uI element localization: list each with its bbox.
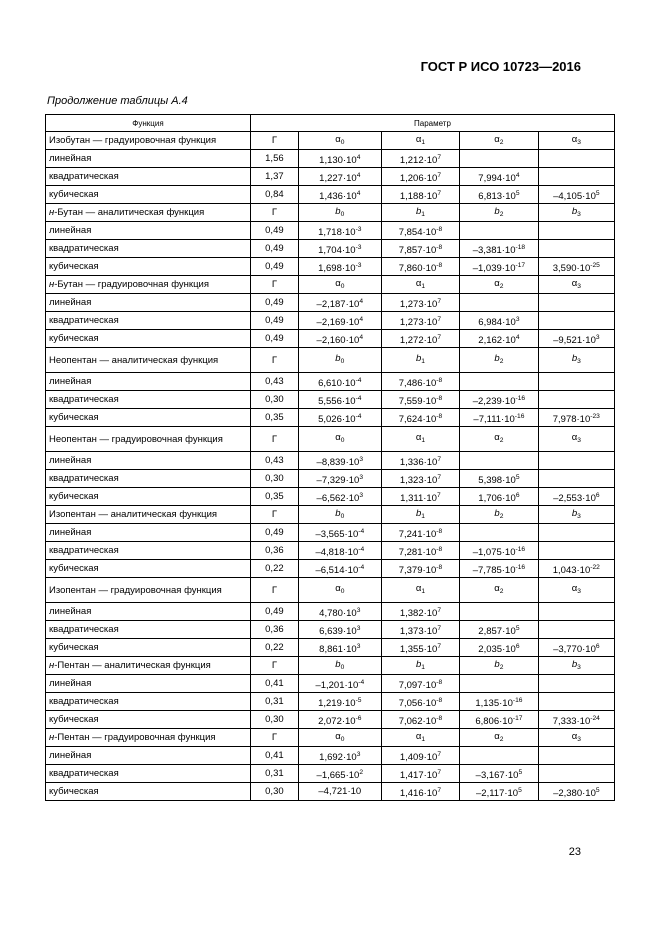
table-row	[46, 409, 615, 427]
gamma-cell: Г	[250, 348, 298, 373]
parameter-cell: $\alpha_0$	[298, 132, 381, 150]
parameter-cell	[538, 240, 614, 258]
parameter-cell: $\alpha_2$	[460, 276, 538, 294]
parameter-cell: $b_3$	[538, 657, 614, 675]
parameter-cell: $b_0$	[298, 506, 381, 524]
function-label: квадратическая	[46, 240, 251, 258]
parameter-cell	[538, 373, 614, 391]
parameter-cell: $1,706\cdot 10^6$	[460, 488, 538, 506]
parameter-cell	[538, 452, 614, 470]
parameter-cell: $6,984\cdot 10^3$	[460, 312, 538, 330]
function-label: кубическая	[46, 186, 251, 204]
parameter-cell: $b_1$	[381, 506, 459, 524]
column-header-parameter: Параметр	[250, 115, 614, 132]
table-row	[46, 150, 615, 168]
group-header-row	[46, 132, 615, 150]
parameter-cell	[538, 168, 614, 186]
parameter-cell: $\alpha_3$	[538, 729, 614, 747]
gamma-cell: 0,49	[250, 330, 298, 348]
parameter-cell	[460, 524, 538, 542]
parameter-cell: $2,857\cdot 10^5$	[460, 621, 538, 639]
parameter-cell: $1,219\cdot 10^{-5}$	[298, 693, 381, 711]
function-label: Неопентан — аналитическая функция	[46, 348, 251, 373]
function-label: н-Пентан — градуировочная функция	[46, 729, 251, 747]
parameter-cell: $\alpha_1$	[381, 276, 459, 294]
parameter-cell: $1,718\cdot 10^{-3}$	[298, 222, 381, 240]
parameter-cell: $7,062\cdot 10^{-8}$	[381, 711, 459, 729]
table-row	[46, 639, 615, 657]
parameter-cell: $b_1$	[381, 657, 459, 675]
parameter-cell: $\alpha_1$	[381, 132, 459, 150]
group-header-row	[46, 657, 615, 675]
parameter-cell	[460, 150, 538, 168]
parameter-cell: $\alpha_1$	[381, 427, 459, 452]
parameter-cell: $3,590\cdot 10^{-25}$	[538, 258, 614, 276]
parameter-cell	[538, 294, 614, 312]
table-row	[46, 294, 615, 312]
table-row	[46, 240, 615, 258]
parameter-cell: $-3,565\cdot 10^{-4}$	[298, 524, 381, 542]
parameter-cell	[460, 452, 538, 470]
parameter-cell: $1,135\cdot 10^{-16}$	[460, 693, 538, 711]
function-label: кубическая	[46, 783, 251, 801]
parameter-cell: $1,416\cdot 10^7$	[381, 783, 459, 801]
parameter-cell: $-2,169\cdot 10^4$	[298, 312, 381, 330]
parameter-cell: $1,273\cdot 10^7$	[381, 312, 459, 330]
parameter-cell: $-2,239\cdot 10^{-16}$	[460, 391, 538, 409]
function-label: квадратическая	[46, 470, 251, 488]
parameter-cell: $b_2$	[460, 204, 538, 222]
parameter-cell: $1,382\cdot 10^7$	[381, 603, 459, 621]
parameter-cell: $\alpha_3$	[538, 276, 614, 294]
parameter-cell: $7,624\cdot 10^{-8}$	[381, 409, 459, 427]
parameter-cell: $1,043\cdot 10^{-22}$	[538, 560, 614, 578]
function-label: линейная	[46, 222, 251, 240]
table-row	[46, 675, 615, 693]
parameter-cell: $\alpha_0$	[298, 578, 381, 603]
parameter-cell: $-8,839\cdot 10^3$	[298, 452, 381, 470]
parameter-cell: $5,026\cdot 10^{-4}$	[298, 409, 381, 427]
data-table	[45, 114, 615, 801]
gamma-cell: 0,22	[250, 639, 298, 657]
function-label: квадратическая	[46, 621, 251, 639]
gamma-cell: 0,36	[250, 542, 298, 560]
gamma-cell: Г	[250, 729, 298, 747]
parameter-cell	[538, 312, 614, 330]
table-row	[46, 542, 615, 560]
parameter-cell: $1,227\cdot 10^4$	[298, 168, 381, 186]
parameter-cell: $7,857\cdot 10^{-8}$	[381, 240, 459, 258]
parameter-cell: $1,692\cdot 10^3$	[298, 747, 381, 765]
function-label: квадратическая	[46, 765, 251, 783]
parameter-cell: $\alpha_2$	[460, 729, 538, 747]
parameter-cell: $\alpha_2$	[460, 427, 538, 452]
function-label: Неопентан — градуировочная функция	[46, 427, 251, 452]
parameter-cell	[538, 542, 614, 560]
function-label: линейная	[46, 675, 251, 693]
parameter-cell: $\alpha_3$	[538, 132, 614, 150]
function-label: линейная	[46, 603, 251, 621]
gamma-cell: 0,49	[250, 524, 298, 542]
column-header-function: Функция	[46, 115, 251, 132]
parameter-cell: $8,861\cdot 10^3$	[298, 639, 381, 657]
group-header-row	[46, 506, 615, 524]
parameter-cell: $\alpha_3$	[538, 427, 614, 452]
function-label: кубическая	[46, 488, 251, 506]
table-row	[46, 168, 615, 186]
table-row	[46, 330, 615, 348]
table-header-row	[46, 115, 615, 132]
table-row	[46, 693, 615, 711]
table-row	[46, 470, 615, 488]
gamma-cell: 0,84	[250, 186, 298, 204]
table-row	[46, 373, 615, 391]
group-header-row	[46, 729, 615, 747]
gamma-cell: Г	[250, 204, 298, 222]
parameter-cell: $b_0$	[298, 657, 381, 675]
parameter-cell: $6,639\cdot 10^3$	[298, 621, 381, 639]
parameter-cell: $b_0$	[298, 204, 381, 222]
parameter-cell: $1,336\cdot 10^7$	[381, 452, 459, 470]
parameter-cell: $-1,075\cdot 10^{-16}$	[460, 542, 538, 560]
parameter-cell	[538, 747, 614, 765]
parameter-cell	[538, 621, 614, 639]
parameter-cell: $7,097\cdot 10^{-8}$	[381, 675, 459, 693]
function-label: квадратическая	[46, 312, 251, 330]
gamma-cell: Г	[250, 276, 298, 294]
parameter-cell	[460, 222, 538, 240]
parameter-cell: $4,780\cdot 10^3$	[298, 603, 381, 621]
parameter-cell: $-4,818\cdot 10^{-4}$	[298, 542, 381, 560]
parameter-cell: –4,721·10	[298, 783, 381, 801]
parameter-cell: $1,704\cdot 10^{-3}$	[298, 240, 381, 258]
table-row	[46, 711, 615, 729]
parameter-cell	[538, 470, 614, 488]
group-header-row	[46, 204, 615, 222]
table-row	[46, 258, 615, 276]
parameter-cell	[538, 765, 614, 783]
parameter-cell: $1,188\cdot 10^7$	[381, 186, 459, 204]
gamma-cell: 0,36	[250, 621, 298, 639]
parameter-cell: $\alpha_1$	[381, 729, 459, 747]
function-label: Изопентан — градуировочная функция	[46, 578, 251, 603]
parameter-cell: $1,417\cdot 10^7$	[381, 765, 459, 783]
parameter-cell: $\alpha_0$	[298, 729, 381, 747]
gamma-cell: 0,35	[250, 409, 298, 427]
parameter-cell: $-2,117\cdot 10^5$	[460, 783, 538, 801]
table-row	[46, 747, 615, 765]
table-row	[46, 603, 615, 621]
parameter-cell: $2,072\cdot 10^{-6}$	[298, 711, 381, 729]
parameter-cell	[538, 391, 614, 409]
parameter-cell: $7,281\cdot 10^{-8}$	[381, 542, 459, 560]
function-label: кубическая	[46, 711, 251, 729]
page-number: 23	[568, 846, 581, 858]
parameter-cell: $6,813\cdot 10^5$	[460, 186, 538, 204]
parameter-cell	[460, 747, 538, 765]
standard-designation: ГОСТ Р ИСО 10723—2016	[420, 59, 581, 74]
table-row	[46, 488, 615, 506]
parameter-cell: $-1,665\cdot 10^2$	[298, 765, 381, 783]
function-label: линейная	[46, 747, 251, 765]
parameter-cell: $-3,381\cdot 10^{-18}$	[460, 240, 538, 258]
gamma-cell: 1,56	[250, 150, 298, 168]
parameter-cell: $-3,770\cdot 10^6$	[538, 639, 614, 657]
parameter-cell	[460, 675, 538, 693]
gamma-cell: 0,35	[250, 488, 298, 506]
table-row	[46, 765, 615, 783]
parameter-cell: $7,241\cdot 10^{-8}$	[381, 524, 459, 542]
parameter-cell: $5,556\cdot 10^{-4}$	[298, 391, 381, 409]
parameter-cell: $1,311\cdot 10^7$	[381, 488, 459, 506]
parameter-cell: $7,379\cdot 10^{-8}$	[381, 560, 459, 578]
gamma-cell: 0,31	[250, 765, 298, 783]
parameter-cell: $-7,329\cdot 10^3$	[298, 470, 381, 488]
parameter-cell: $6,610\cdot 10^{-4}$	[298, 373, 381, 391]
parameter-cell: $1,130\cdot 10^4$	[298, 150, 381, 168]
function-label: линейная	[46, 452, 251, 470]
group-header-row	[46, 578, 615, 603]
parameter-cell: $\alpha_0$	[298, 427, 381, 452]
parameter-cell: $b_1$	[381, 204, 459, 222]
parameter-cell: $-1,039\cdot 10^{-17}$	[460, 258, 538, 276]
gamma-cell: Г	[250, 132, 298, 150]
gamma-cell: 0,49	[250, 222, 298, 240]
parameter-cell: $7,978\cdot 10^{-23}$	[538, 409, 614, 427]
group-header-row	[46, 276, 615, 294]
parameter-cell: $b_3$	[538, 506, 614, 524]
parameter-cell: $7,854\cdot 10^{-8}$	[381, 222, 459, 240]
gamma-cell: 0,30	[250, 391, 298, 409]
gamma-cell: 0,49	[250, 603, 298, 621]
parameter-cell: $2,162\cdot 10^4$	[460, 330, 538, 348]
function-label: н-Бутан — аналитическая функция	[46, 204, 251, 222]
gamma-cell: 0,22	[250, 560, 298, 578]
gamma-cell: 0,30	[250, 470, 298, 488]
parameter-cell: $7,486\cdot 10^{-8}$	[381, 373, 459, 391]
table-body	[46, 132, 615, 801]
table-row	[46, 783, 615, 801]
function-label: н-Пентан — аналитическая функция	[46, 657, 251, 675]
parameter-cell: $-2,380\cdot 10^5$	[538, 783, 614, 801]
parameter-cell	[538, 603, 614, 621]
gamma-cell: 0,30	[250, 711, 298, 729]
parameter-cell: $-6,514\cdot 10^{-4}$	[298, 560, 381, 578]
function-label: линейная	[46, 150, 251, 168]
gamma-cell: 0,31	[250, 693, 298, 711]
function-label: линейная	[46, 524, 251, 542]
parameter-cell: $b_2$	[460, 506, 538, 524]
function-label: квадратическая	[46, 168, 251, 186]
gamma-cell: 0,43	[250, 452, 298, 470]
parameter-cell: $-7,111\cdot 10^{-16}$	[460, 409, 538, 427]
parameter-cell: $-2,553\cdot 10^6$	[538, 488, 614, 506]
parameter-cell: $\alpha_2$	[460, 132, 538, 150]
parameter-cell: $\alpha_2$	[460, 578, 538, 603]
parameter-cell: $-3,167\cdot 10^5$	[460, 765, 538, 783]
parameter-cell	[538, 222, 614, 240]
gamma-cell: Г	[250, 657, 298, 675]
parameter-cell: $1,409\cdot 10^7$	[381, 747, 459, 765]
parameter-cell: $-7,785\cdot 10^{-16}$	[460, 560, 538, 578]
gamma-cell: 1,37	[250, 168, 298, 186]
function-label: квадратическая	[46, 693, 251, 711]
parameter-cell: $b_2$	[460, 657, 538, 675]
table-row	[46, 560, 615, 578]
gamma-cell: 0,30	[250, 783, 298, 801]
gamma-cell: Г	[250, 427, 298, 452]
parameter-cell: $-2,160\cdot 10^4$	[298, 330, 381, 348]
parameter-cell: $\alpha_3$	[538, 578, 614, 603]
function-label: кубическая	[46, 639, 251, 657]
parameter-cell: $1,373\cdot 10^7$	[381, 621, 459, 639]
parameter-cell: $1,273\cdot 10^7$	[381, 294, 459, 312]
function-label: кубическая	[46, 560, 251, 578]
function-label: квадратическая	[46, 542, 251, 560]
parameter-cell: $7,860\cdot 10^{-8}$	[381, 258, 459, 276]
table-row	[46, 524, 615, 542]
parameter-cell: $1,698\cdot 10^{-3}$	[298, 258, 381, 276]
parameter-cell	[460, 294, 538, 312]
parameter-cell: $b_0$	[298, 348, 381, 373]
table-row	[46, 621, 615, 639]
gamma-cell: 0,41	[250, 675, 298, 693]
function-label: кубическая	[46, 258, 251, 276]
parameter-cell: $1,436\cdot 10^4$	[298, 186, 381, 204]
parameter-cell: $7,056\cdot 10^{-8}$	[381, 693, 459, 711]
parameter-cell	[460, 603, 538, 621]
parameter-cell: $-4,105\cdot 10^5$	[538, 186, 614, 204]
function-label: н-Бутан — градуировочная функция	[46, 276, 251, 294]
gamma-cell: 0,49	[250, 312, 298, 330]
parameter-cell	[538, 693, 614, 711]
parameter-cell	[538, 675, 614, 693]
parameter-cell	[538, 150, 614, 168]
parameter-cell: $1,323\cdot 10^7$	[381, 470, 459, 488]
gamma-cell: Г	[250, 578, 298, 603]
gamma-cell: Г	[250, 506, 298, 524]
parameter-cell: $1,355\cdot 10^7$	[381, 639, 459, 657]
group-header-row	[46, 348, 615, 373]
parameter-cell: $2,035\cdot 10^6$	[460, 639, 538, 657]
table-caption: Продолжение таблицы А.4	[47, 95, 188, 107]
gamma-cell: 0,49	[250, 294, 298, 312]
parameter-cell: $\alpha_1$	[381, 578, 459, 603]
function-label: кубическая	[46, 409, 251, 427]
group-header-row	[46, 427, 615, 452]
parameter-cell: $b_3$	[538, 204, 614, 222]
parameter-cell: $1,206\cdot 10^7$	[381, 168, 459, 186]
parameter-cell: $-2,187\cdot 10^4$	[298, 294, 381, 312]
parameter-cell: $7,994\cdot 10^4$	[460, 168, 538, 186]
table-row	[46, 452, 615, 470]
parameter-cell: $7,559\cdot 10^{-8}$	[381, 391, 459, 409]
parameter-cell: $b_2$	[460, 348, 538, 373]
parameter-cell	[538, 524, 614, 542]
parameter-cell: $-9,521\cdot 10^3$	[538, 330, 614, 348]
parameter-cell	[460, 373, 538, 391]
parameter-cell: $5,398\cdot 10^5$	[460, 470, 538, 488]
table-row	[46, 222, 615, 240]
function-label: квадратическая	[46, 391, 251, 409]
parameter-cell: $\alpha_0$	[298, 276, 381, 294]
parameter-cell: $7,333\cdot 10^{-24}$	[538, 711, 614, 729]
gamma-cell: 0,49	[250, 258, 298, 276]
function-label: кубическая	[46, 330, 251, 348]
table-row	[46, 391, 615, 409]
parameter-cell: $6,806\cdot 10^{-17}$	[460, 711, 538, 729]
gamma-cell: 0,49	[250, 240, 298, 258]
gamma-cell: 0,43	[250, 373, 298, 391]
table-row	[46, 186, 615, 204]
gamma-cell: 0,41	[250, 747, 298, 765]
parameter-cell: $b_1$	[381, 348, 459, 373]
function-label: Изопентан — аналитическая функция	[46, 506, 251, 524]
function-label: линейная	[46, 294, 251, 312]
parameter-cell: $-1,201\cdot 10^{-4}$	[298, 675, 381, 693]
function-label: линейная	[46, 373, 251, 391]
function-label: Изобутан — градуировочная функция	[46, 132, 251, 150]
parameter-cell: $1,212\cdot 10^7$	[381, 150, 459, 168]
parameter-cell: $-6,562\cdot 10^3$	[298, 488, 381, 506]
table-row	[46, 312, 615, 330]
parameter-cell: $b_3$	[538, 348, 614, 373]
parameter-cell: $1,272\cdot 10^7$	[381, 330, 459, 348]
